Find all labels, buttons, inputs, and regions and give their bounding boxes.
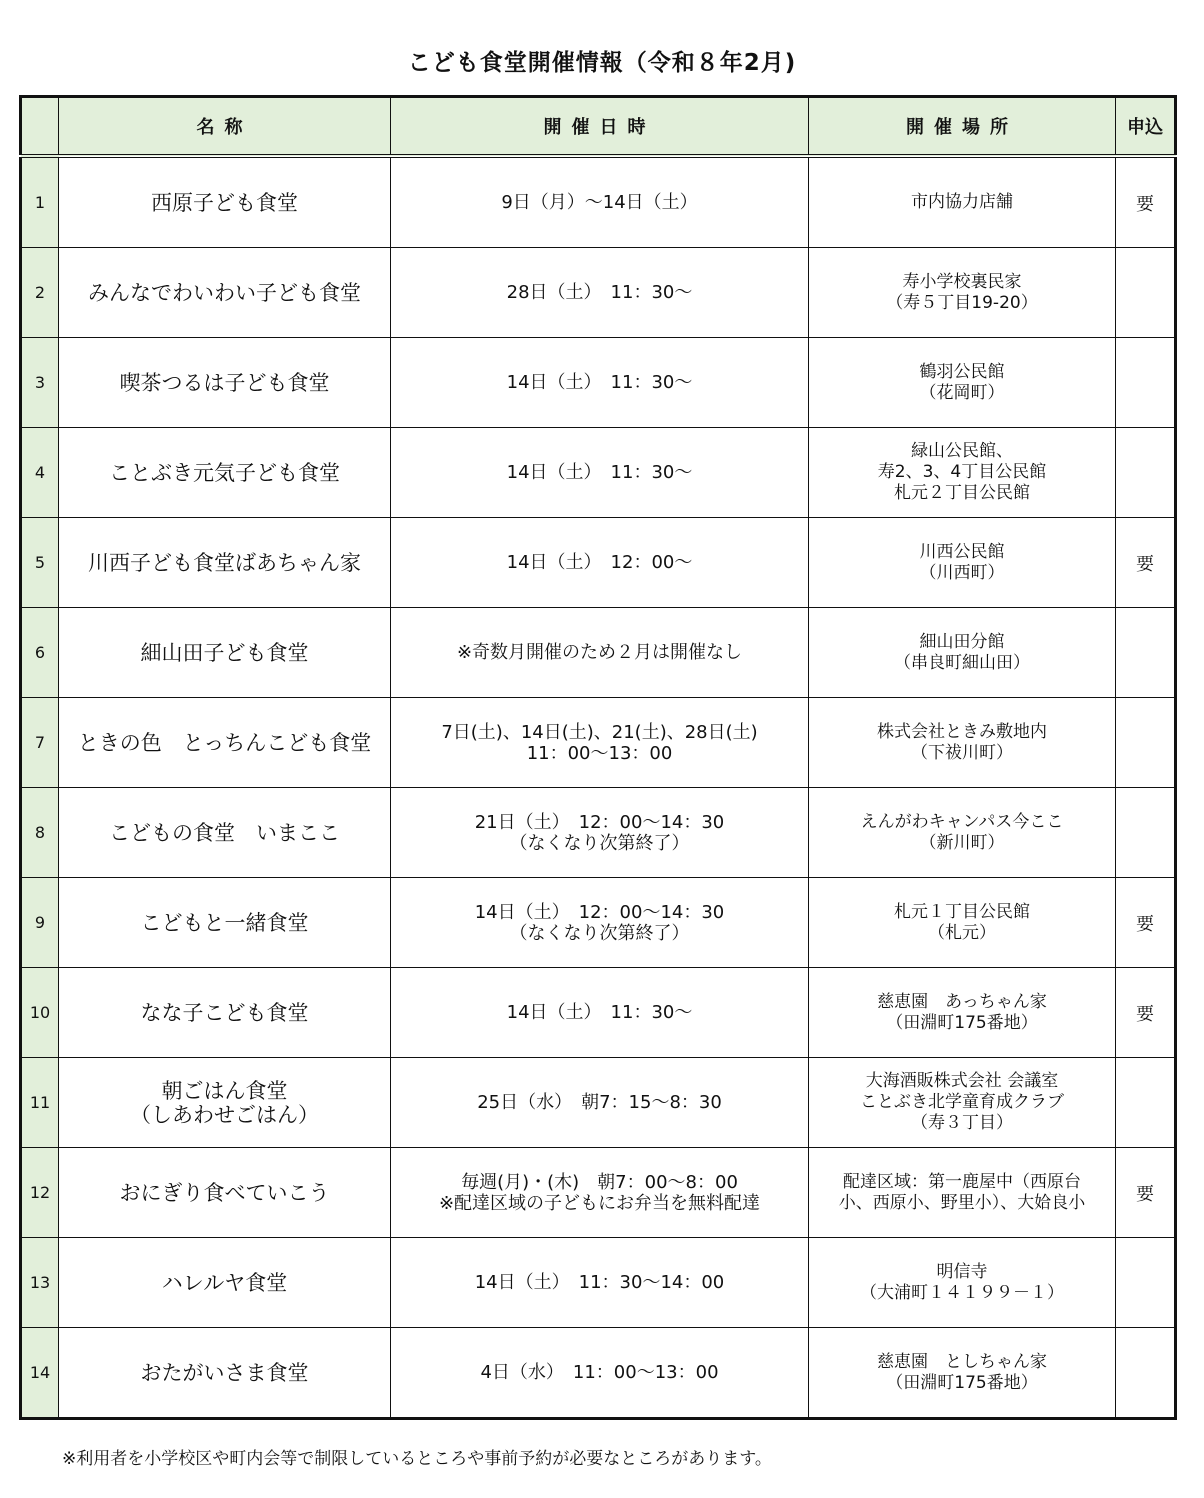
row-number: 2 xyxy=(21,248,59,338)
application-required xyxy=(1116,338,1176,428)
event-datetime xyxy=(391,518,809,608)
cafeteria-name xyxy=(59,878,391,968)
event-datetime xyxy=(391,968,809,1058)
row-number: 7 xyxy=(21,698,59,788)
event-place xyxy=(809,878,1116,968)
header-place: 開催場所 xyxy=(809,97,1116,157)
event-place-line: 株式会社ときみ敷地内 xyxy=(877,721,1047,742)
event-place-line: 緑山公民館、 xyxy=(911,441,1013,461)
cafeteria-name xyxy=(59,608,391,698)
event-place-line: 細山田分館 xyxy=(919,631,1005,652)
event-datetime-line: 11：00～13：00 xyxy=(526,742,673,764)
cafeteria-name-line: 川西子ども食堂ばあちゃん家 xyxy=(88,550,361,575)
event-datetime-line: ※奇数月開催のため２月は開催なし xyxy=(456,642,743,663)
event-place-line: （新川町） xyxy=(919,832,1005,853)
event-datetime xyxy=(391,338,809,428)
event-place xyxy=(809,608,1116,698)
row-number: 13 xyxy=(21,1238,59,1328)
event-datetime-line: 25日（水） 朝7：15～8：30 xyxy=(477,1092,722,1113)
event-datetime xyxy=(391,1148,809,1238)
row-number: 8 xyxy=(21,788,59,878)
row-number: 6 xyxy=(21,608,59,698)
header-date: 開催日時 xyxy=(391,97,809,157)
cafeteria-name xyxy=(59,788,391,878)
row-number: 12 xyxy=(21,1148,59,1238)
cafeteria-name-line: こどもと一緒食堂 xyxy=(140,910,309,935)
cafeteria-name-line: おにぎり食べていこう xyxy=(119,1180,330,1205)
event-place xyxy=(809,968,1116,1058)
table-row xyxy=(21,878,1176,968)
event-place-line: （花岡町） xyxy=(919,382,1005,403)
table-row xyxy=(21,1328,1176,1419)
schedule-table xyxy=(19,95,1177,1420)
row-number: 11 xyxy=(21,1058,59,1148)
application-required xyxy=(1116,608,1176,698)
row-number: 1 xyxy=(21,156,59,248)
event-datetime xyxy=(391,428,809,518)
application-required xyxy=(1116,1238,1176,1328)
event-datetime xyxy=(391,788,809,878)
event-datetime-line: 14日（土） 11：30～ xyxy=(506,372,693,393)
event-datetime-line: （なくなり次第終了） xyxy=(509,832,690,854)
event-datetime xyxy=(391,1328,809,1419)
cafeteria-name xyxy=(59,428,391,518)
event-place xyxy=(809,518,1116,608)
application-required: 要 xyxy=(1116,518,1176,608)
application-required xyxy=(1116,1058,1176,1148)
event-datetime-line: 14日（土） 11：30～14：00 xyxy=(474,1272,725,1293)
event-place-line: えんがわキャンパス今ここ xyxy=(860,811,1064,832)
event-place xyxy=(809,248,1116,338)
event-place xyxy=(809,338,1116,428)
row-number: 3 xyxy=(21,338,59,428)
event-datetime-line: 14日（土） 11：30～ xyxy=(506,1002,693,1023)
event-datetime-line: 14日（土） 12：00～14：30 xyxy=(474,901,725,923)
row-number: 14 xyxy=(21,1328,59,1419)
event-datetime xyxy=(391,698,809,788)
table-row xyxy=(21,788,1176,878)
table-row xyxy=(21,518,1176,608)
cafeteria-name-line: こどもの食堂 いまここ xyxy=(109,820,340,845)
cafeteria-name-line: 細山田子ども食堂 xyxy=(140,640,309,665)
event-datetime-line: 21日（土） 12：00～14：30 xyxy=(474,811,725,833)
event-datetime-line: ※配達区域の子どもにお弁当を無料配達 xyxy=(438,1192,761,1214)
application-required: 要 xyxy=(1116,1148,1176,1238)
row-number: 9 xyxy=(21,878,59,968)
cafeteria-name-line: 朝ごはん食堂 xyxy=(161,1078,288,1103)
event-place-line: 小、西原小、野里小）、大姶良小 xyxy=(838,1192,1086,1213)
application-required xyxy=(1116,1328,1176,1419)
header-number xyxy=(21,97,59,157)
cafeteria-name xyxy=(59,968,391,1058)
event-place xyxy=(809,428,1116,518)
cafeteria-name xyxy=(59,698,391,788)
table-row xyxy=(21,608,1176,698)
cafeteria-name xyxy=(59,518,391,608)
event-place-line: （寿３丁目） xyxy=(911,1113,1013,1133)
cafeteria-name xyxy=(59,1238,391,1328)
event-place xyxy=(809,156,1116,248)
event-datetime-line: 毎週(月)・(木) 朝7：00～8：00 xyxy=(461,1171,738,1193)
event-place-line: （串良町細山田） xyxy=(894,652,1030,673)
application-required xyxy=(1116,698,1176,788)
application-required xyxy=(1116,248,1176,338)
table-row xyxy=(21,1238,1176,1328)
event-place-line: （川西町） xyxy=(919,562,1005,583)
cafeteria-name-line: 喫茶つるは子ども食堂 xyxy=(119,370,330,395)
application-required: 要 xyxy=(1116,156,1176,248)
cafeteria-name-line: おたがいさま食堂 xyxy=(140,1360,309,1385)
event-place-line: 川西公民館 xyxy=(919,541,1005,562)
cafeteria-name-line: みんなでわいわい子ども食堂 xyxy=(88,280,361,305)
row-number: 10 xyxy=(21,968,59,1058)
event-datetime-line: 14日（土） 12：00～ xyxy=(506,552,693,573)
event-datetime-line: 28日（土） 11：30～ xyxy=(506,282,693,303)
event-place xyxy=(809,1058,1116,1148)
page-title: こども食堂開催情報（令和８年2月) xyxy=(407,50,797,76)
event-place-line: （田淵町175番地） xyxy=(886,1012,1038,1033)
event-place-line: 寿2、3、4丁目公民館 xyxy=(877,462,1047,482)
event-place-line: （寿５丁目19-20） xyxy=(886,292,1038,313)
event-datetime xyxy=(391,878,809,968)
cafeteria-name xyxy=(59,248,391,338)
table-row xyxy=(21,1058,1176,1148)
cafeteria-name-line: ハレルヤ食堂 xyxy=(161,1270,288,1295)
event-datetime-line: 9日（月）～14日（土） xyxy=(501,192,698,213)
event-place xyxy=(809,788,1116,878)
table-row xyxy=(21,428,1176,518)
application-required: 要 xyxy=(1116,878,1176,968)
event-place-line: （田淵町175番地） xyxy=(886,1372,1038,1393)
event-place-line: 寿小学校裏民家 xyxy=(902,271,1022,292)
cafeteria-name-line: ことぶき元気子ども食堂 xyxy=(109,460,340,485)
event-place-line: 札元１丁目公民館 xyxy=(894,901,1030,922)
event-place-line: 札元２丁目公民館 xyxy=(894,483,1030,503)
event-place-line: 鶴羽公民館 xyxy=(919,361,1005,382)
cafeteria-name xyxy=(59,338,391,428)
event-datetime-line: 14日（土） 11：30～ xyxy=(506,462,693,483)
event-place-line: ことぶき北学童育成クラブ xyxy=(860,1092,1064,1112)
event-place-line: 慈恵園 としちゃん家 xyxy=(877,1351,1047,1372)
event-datetime xyxy=(391,608,809,698)
event-place-line: （札元） xyxy=(928,922,996,943)
event-place xyxy=(809,1148,1116,1238)
event-place xyxy=(809,1238,1116,1328)
table-row xyxy=(21,248,1176,338)
event-place-line: （下祓川町） xyxy=(911,742,1013,763)
event-datetime-line: 7日(土)、14日(土)、21(土)、28日(土) xyxy=(441,721,758,743)
header-row xyxy=(21,97,1176,157)
table-row xyxy=(21,156,1176,248)
cafeteria-name-line: 西原子ども食堂 xyxy=(151,190,298,215)
cafeteria-name xyxy=(59,1058,391,1148)
row-number: 5 xyxy=(21,518,59,608)
event-place-line: （大浦町１４１９９－１） xyxy=(860,1282,1064,1303)
header-name: 名称 xyxy=(59,97,391,157)
row-number: 4 xyxy=(21,428,59,518)
application-required xyxy=(1116,428,1176,518)
event-datetime-line: 4日（水） 11：00～13：00 xyxy=(480,1362,719,1383)
header-apply: 申込 xyxy=(1116,97,1176,157)
table-row xyxy=(21,338,1176,428)
footnote: ※利用者を小学校区や町内会等で制限しているところや事前予約が必要なところがあります。 xyxy=(62,1449,772,1469)
event-place xyxy=(809,1328,1116,1419)
event-place-line: 市内協力店舗 xyxy=(911,192,1013,212)
application-required xyxy=(1116,788,1176,878)
event-datetime xyxy=(391,248,809,338)
cafeteria-name xyxy=(59,1148,391,1238)
cafeteria-name xyxy=(59,156,391,248)
table-row xyxy=(21,968,1176,1058)
event-place-line: 大海酒販株式会社 会議室 xyxy=(865,1071,1059,1091)
cafeteria-name xyxy=(59,1328,391,1419)
application-required: 要 xyxy=(1116,968,1176,1058)
event-place-line: 明信寺 xyxy=(936,1261,988,1282)
cafeteria-name-line: （しあわせごはん） xyxy=(130,1102,319,1127)
table-row xyxy=(21,1148,1176,1238)
event-place-line: 慈恵園 あっちゃん家 xyxy=(877,991,1047,1012)
event-place-line: 配達区域：第一鹿屋中（西原台 xyxy=(843,1171,1081,1192)
event-datetime xyxy=(391,156,809,248)
event-datetime-line: （なくなり次第終了） xyxy=(509,922,690,944)
event-datetime xyxy=(391,1238,809,1328)
cafeteria-name-line: なな子こども食堂 xyxy=(140,1000,309,1025)
event-place xyxy=(809,698,1116,788)
event-datetime xyxy=(391,1058,809,1148)
cafeteria-name-line: ときの色 とっちんこども食堂 xyxy=(77,730,372,755)
table-row xyxy=(21,698,1176,788)
